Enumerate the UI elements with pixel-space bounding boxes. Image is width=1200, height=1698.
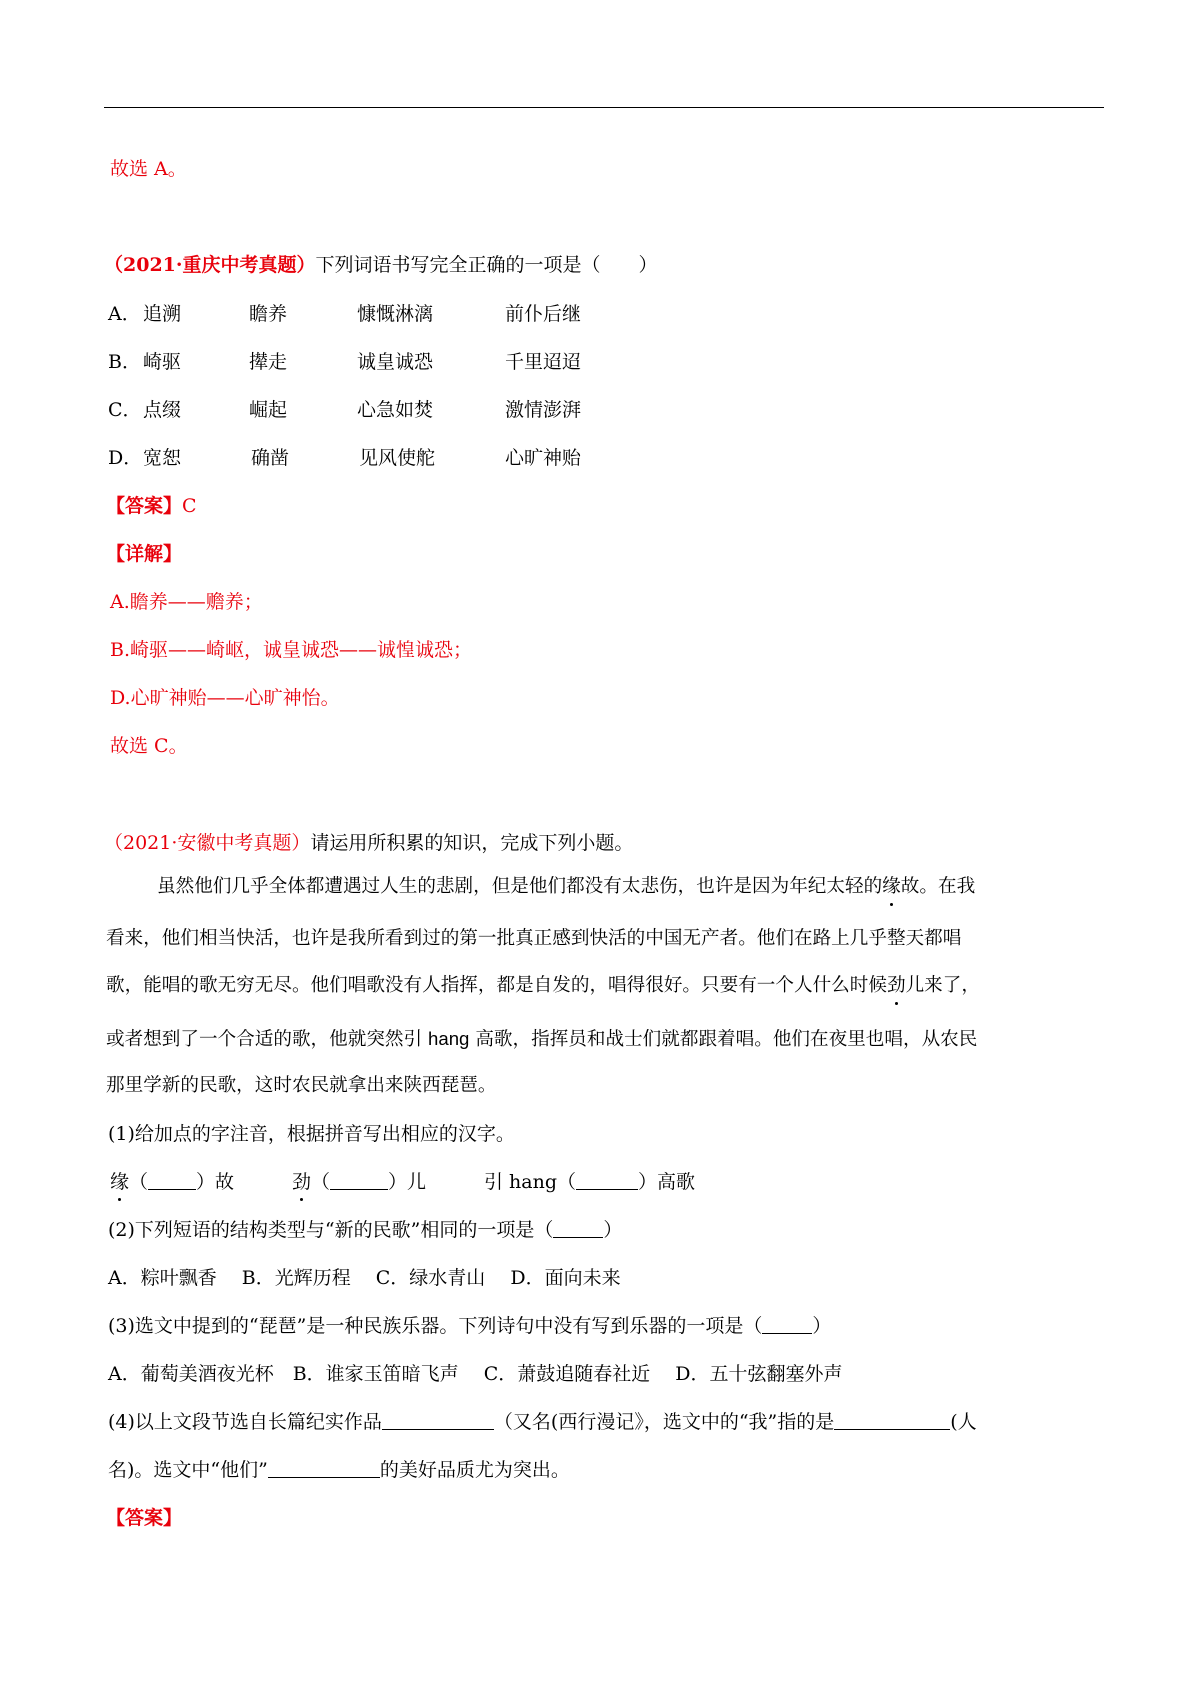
option-word: 慷慨淋漓 — [357, 303, 434, 325]
sub-question-4-cont: 名)。选文中“他们” 的美好品质尤为突出。 — [108, 1459, 570, 1481]
option-word: 宽恕 — [143, 447, 182, 469]
detail-line: B.崎驱——崎岖，诚皇诚恐——诚惶诚恐； — [110, 639, 473, 661]
question-source: （2021·重庆中考真题） — [104, 254, 316, 276]
option-word: 追溯 — [143, 303, 182, 325]
option-word: 瞻养 — [249, 303, 288, 325]
answer-blank[interactable] — [762, 1313, 812, 1334]
answer-label-2: 【答案】 — [106, 1507, 183, 1529]
answer-blank[interactable] — [330, 1169, 388, 1190]
option-word: 崎驱 — [143, 351, 182, 373]
question-stem: 下列词语书写完全正确的一项是（ ） — [315, 254, 658, 276]
answer-line — [106, 492, 197, 520]
option-word: 确凿 — [251, 447, 290, 469]
pinyin: hang — [428, 1028, 470, 1049]
fill-item-2: 劲（ ）儿 — [292, 1168, 426, 1196]
question-source: （2021·安徽中考真题） — [104, 832, 311, 854]
option-word: 心急如焚 — [357, 399, 434, 421]
sub-question-2: (2)下列短语的结构类型与“新的民歌”相同的一项是（ ） — [108, 1219, 623, 1241]
passage-line: 虽然他们几乎全体都遭遇过人生的悲剧，但是他们都没有太悲伤，也许是因为年纪太轻的缘故。在我 — [157, 873, 975, 901]
sub-question-3: (3)选文中提到的“琵琶”是一种民族乐器。下列诗句中没有写到乐器的一项是（ ） — [108, 1315, 832, 1337]
answer-blank[interactable] — [148, 1169, 196, 1190]
detail-line: D.心旷神贻——心旷神怡。 — [110, 687, 340, 709]
answer-blank[interactable] — [382, 1409, 494, 1430]
option-word: 见风使舵 — [359, 447, 436, 469]
passage-line: 看来，他们相当快活，也许是我所看到过的第一批真正感到快活的中国无产者。他们在路上几乎整天都唱 — [106, 928, 962, 949]
option-word: 激情澎湃 — [505, 399, 582, 421]
answer-label: 【答案】 — [106, 495, 183, 517]
sub-question-3-options: A．葡萄美酒夜光杯 B．谁家玉笛暗飞声 C．萧鼓追随春社近 D．五十弦翻塞外声 — [108, 1363, 843, 1385]
answer-value: C — [182, 495, 197, 517]
fill-item-3: 引 hang（ ）高歌 — [484, 1171, 696, 1193]
answer-blank[interactable] — [576, 1169, 638, 1190]
option-letter: D． — [108, 447, 143, 469]
header-rule — [104, 107, 1104, 108]
option-letter: A． — [108, 303, 141, 325]
question-stem: 请运用所积累的知识，完成下列小题。 — [310, 832, 634, 854]
option-word: 心旷神贻 — [505, 447, 582, 469]
dotted-char: 劲 — [887, 972, 906, 1000]
question-2-header — [104, 829, 633, 857]
answer-blank[interactable] — [553, 1217, 603, 1238]
passage-line: 或者想到了一个合适的歌，他就突然引 hang 高歌，指挥员和战士们就都跟着唱。他们在夜里也唱，从农民 — [106, 1028, 978, 1050]
conclusion-c: 故选 C。 — [110, 735, 188, 757]
dotted-char: 缘 — [882, 873, 901, 901]
option-word: 前仆后继 — [505, 303, 582, 325]
fill-item-1: 缘（ ）故 — [110, 1168, 234, 1196]
option-word: 点缀 — [143, 399, 182, 421]
option-word: 千里迢迢 — [505, 351, 582, 373]
option-word: 撵走 — [249, 351, 288, 373]
answer-blank[interactable] — [268, 1457, 380, 1478]
question-1-header — [104, 251, 658, 279]
option-letter: B． — [108, 351, 141, 373]
passage-line: 歌，能唱的歌无穷无尽。他们唱歌没有人指挥，都是自发的，唱得很好。只要有一个人什么时候劲儿来了， — [106, 972, 980, 1000]
sub-question-4: (4)以上文段节选自长篇纪实作品 （又名(西行漫记》，选文中的“我”指的是 (人 — [108, 1411, 977, 1433]
answer-blank[interactable] — [834, 1409, 950, 1430]
sub-question-2-options: A．粽叶飘香 B．光辉历程 C．绿水青山 D．面向未来 — [108, 1267, 621, 1289]
detail-line: A.瞻养——赡养； — [110, 591, 263, 613]
option-word: 诚皇诚恐 — [357, 351, 434, 373]
sub-question-1: (1)给加点的字注音，根据拼音写出相应的汉字。 — [108, 1123, 515, 1145]
option-word: 崛起 — [249, 399, 288, 421]
passage-line: 那里学新的民歌，这时农民就拿出来陕西琵琶。 — [106, 1075, 497, 1096]
detail-label: 【详解】 — [106, 543, 183, 565]
option-letter: C． — [108, 399, 142, 421]
conclusion-a: 故选 A。 — [110, 158, 187, 180]
